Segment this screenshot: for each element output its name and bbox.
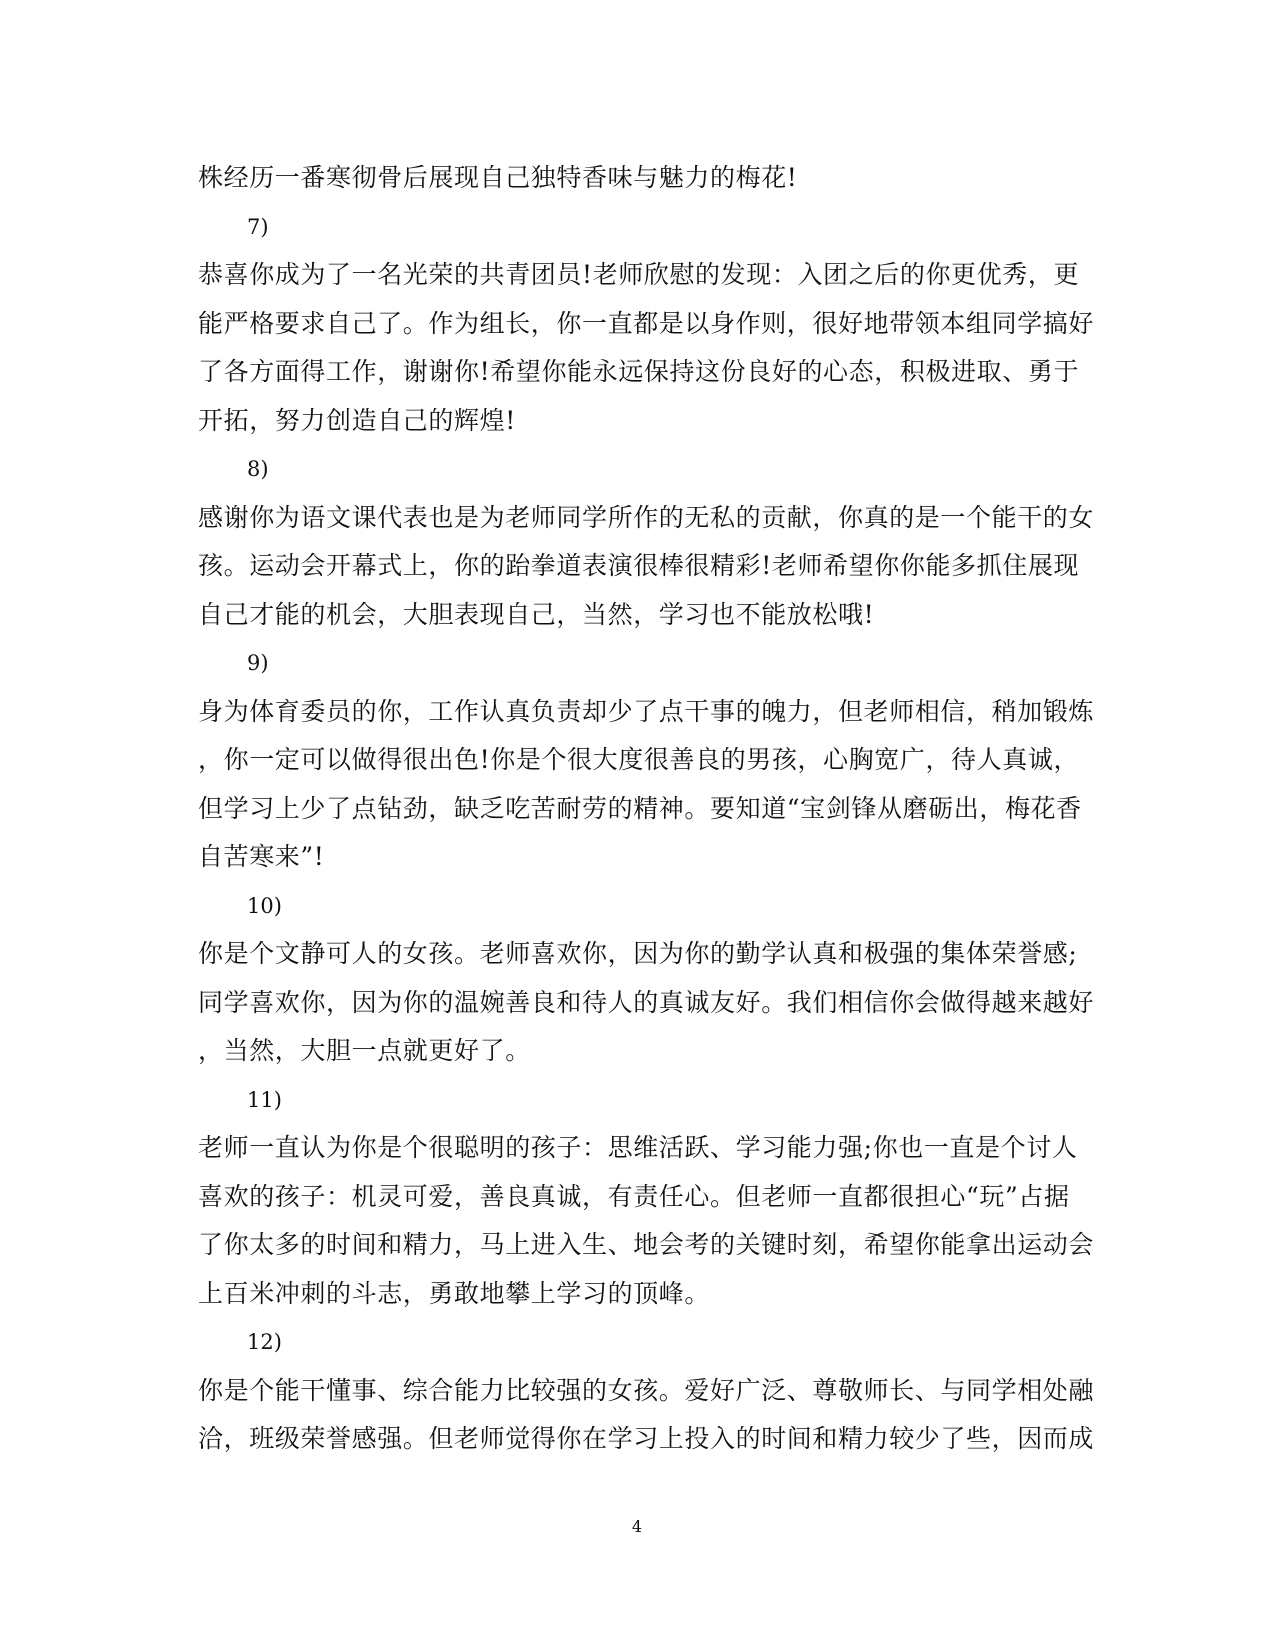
text-line: 你是个文静可人的女孩。老师喜欢你，因为你的勤学认真和极强的集体荣誉感;	[198, 939, 1078, 968]
text-line: ，你一定可以做得很出色!你是个很大度很善良的男孩，心胸宽广，待人真诚，	[198, 745, 1080, 774]
text-line: 了你太多的时间和精力，马上进入生、地会考的关键时刻，希望你能拿出运动会	[198, 1230, 1095, 1259]
item-number: 12)	[247, 1330, 282, 1354]
text-line: 但学习上少了点钻劲，缺乏吃苦耐劳的精神。要知道“宝剑锋从磨砺出，梅花香	[198, 794, 1082, 823]
text-line: 能严格要求自己了。作为组长，你一直都是以身作则，很好地带领本组同学搞好	[198, 309, 1095, 338]
item-number: 9)	[247, 651, 269, 675]
text-line: 老师一直认为你是个很聪明的孩子：思维活跃、学习能力强;你也一直是个讨人	[198, 1133, 1078, 1162]
page-number: 4	[631, 1517, 643, 1536]
text-line: 你是个能干懂事、综合能力比较强的女孩。爱好广泛、尊敬师长、与同学相处融	[198, 1376, 1095, 1405]
text-line: 了各方面得工作，谢谢你!希望你能永远保持这份良好的心态，积极进取、勇于	[198, 357, 1080, 386]
item-number: 7)	[247, 215, 269, 239]
text-line: 上百米冲刺的斗志，勇敢地攀上学习的顶峰。	[198, 1279, 711, 1308]
item-number: 10)	[247, 894, 282, 918]
text-line: 同学喜欢你，因为你的温婉善良和待人的真诚友好。我们相信你会做得越来越好	[198, 988, 1095, 1017]
text-line: 恭喜你成为了一名光荣的共青团员!老师欣慰的发现：入团之后的你更优秀，更	[198, 260, 1080, 289]
text-line: 孩。运动会开幕式上，你的跆拳道表演很棒很精彩!老师希望你你能多抓住展现	[198, 551, 1080, 580]
text-line: 感谢你为语文课代表也是为老师同学所作的无私的贡献，你真的是一个能干的女	[198, 503, 1095, 532]
text-line: 身为体育委员的你，工作认真负责却少了点干事的魄力，但老师相信，稍加锻炼	[198, 697, 1095, 726]
text-line: 株经历一番寒彻骨后展现自己独特香味与魅力的梅花!	[198, 163, 798, 192]
text-line: 自苦寒来”!	[198, 842, 325, 871]
item-number: 8)	[247, 457, 269, 481]
text-line: 洽，班级荣誉感强。但老师觉得你在学习上投入的时间和精力较少了些，因而成	[198, 1424, 1095, 1453]
text-line: ，当然，大胆一点就更好了。	[198, 1036, 531, 1065]
text-line: 自己才能的机会，大胆表现自己，当然，学习也不能放松哦!	[198, 600, 875, 629]
text-line: 喜欢的孩子：机灵可爱，善良真诚，有责任心。但老师一直都很担心“玩”占据	[198, 1182, 1070, 1211]
text-line: 开拓，努力创造自己的辉煌!	[198, 406, 516, 435]
item-number: 11)	[247, 1088, 282, 1112]
